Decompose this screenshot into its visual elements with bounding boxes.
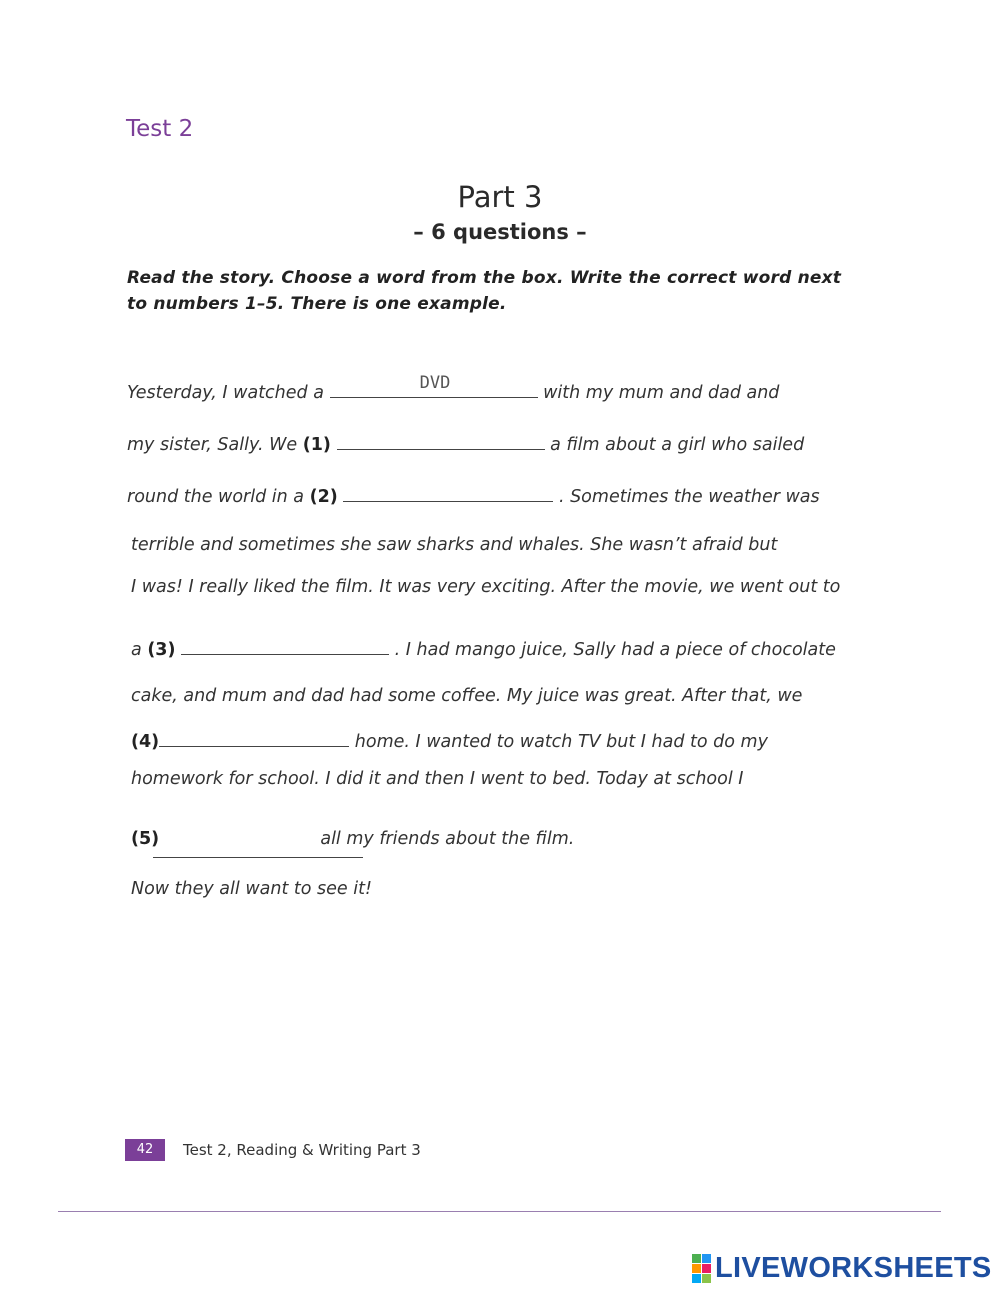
question-number-1: (1) — [302, 435, 331, 455]
instructions-line-2: to numbers 1–5. There is one example. — [127, 294, 507, 314]
question-number-5: (5) — [131, 829, 160, 849]
answer-input-4[interactable] — [160, 727, 346, 747]
story-text: Yesterday, I watched a — [127, 383, 324, 403]
logo-blocks-icon — [692, 1254, 711, 1283]
liveworksheets-logo — [692, 1252, 992, 1285]
part-subtitle: – 6 questions – — [413, 220, 587, 244]
instructions-line-1: Read the story. Choose a word from the box. Write the correct word next — [127, 268, 842, 288]
test-label: Test 2 — [126, 116, 194, 142]
answer-input-3[interactable] — [186, 635, 392, 655]
answer-input-2[interactable] — [347, 482, 555, 502]
story-line-11: Now they all want to see it! — [131, 879, 372, 899]
story-text: a — [131, 640, 142, 660]
story-text: my sister, Sally. We — [127, 435, 298, 455]
story-text: all my friends about the film. — [320, 829, 575, 849]
story-text: with my mum and dad and — [543, 383, 780, 403]
logo-text: LIVEWORKSHEETS — [715, 1252, 992, 1284]
story-line-9: homework for school. I did it and then I went to bed. Today at school I — [131, 769, 744, 789]
story-line-4: terrible and sometimes she saw sharks and whales. She wasn’t afraid but — [131, 535, 778, 555]
story-text: a film about a girl who sailed — [550, 435, 805, 455]
story-line-5: I was! I really liked the film. It was very exciting. After the movie, we went out to — [131, 577, 841, 597]
question-number-3: (3) — [147, 640, 176, 660]
part-title: Part 3 — [457, 180, 543, 214]
footer-divider — [58, 1211, 941, 1212]
example-answer: DVD — [419, 373, 451, 393]
question-number-4: (4) — [131, 732, 160, 752]
story-text: . Sometimes the weather was — [558, 487, 820, 507]
story-text: . I had mango juice, Sally had a piece of chocolate — [394, 640, 836, 660]
answer-input-1[interactable] — [340, 430, 546, 450]
page-number-badge: 42 — [125, 1139, 165, 1161]
story-text: round the world in a — [127, 487, 305, 507]
story-line-7: cake, and mum and dad had some coffee. My juice was great. After that, we — [131, 686, 803, 706]
question-number-2: (2) — [309, 487, 338, 507]
answer-input-5[interactable] — [155, 834, 361, 854]
answer-blank-5 — [153, 857, 363, 858]
footer-caption: Test 2, Reading & Writing Part 3 — [183, 1141, 421, 1159]
story-text: home. I wanted to watch TV but I had to do my — [354, 732, 768, 752]
